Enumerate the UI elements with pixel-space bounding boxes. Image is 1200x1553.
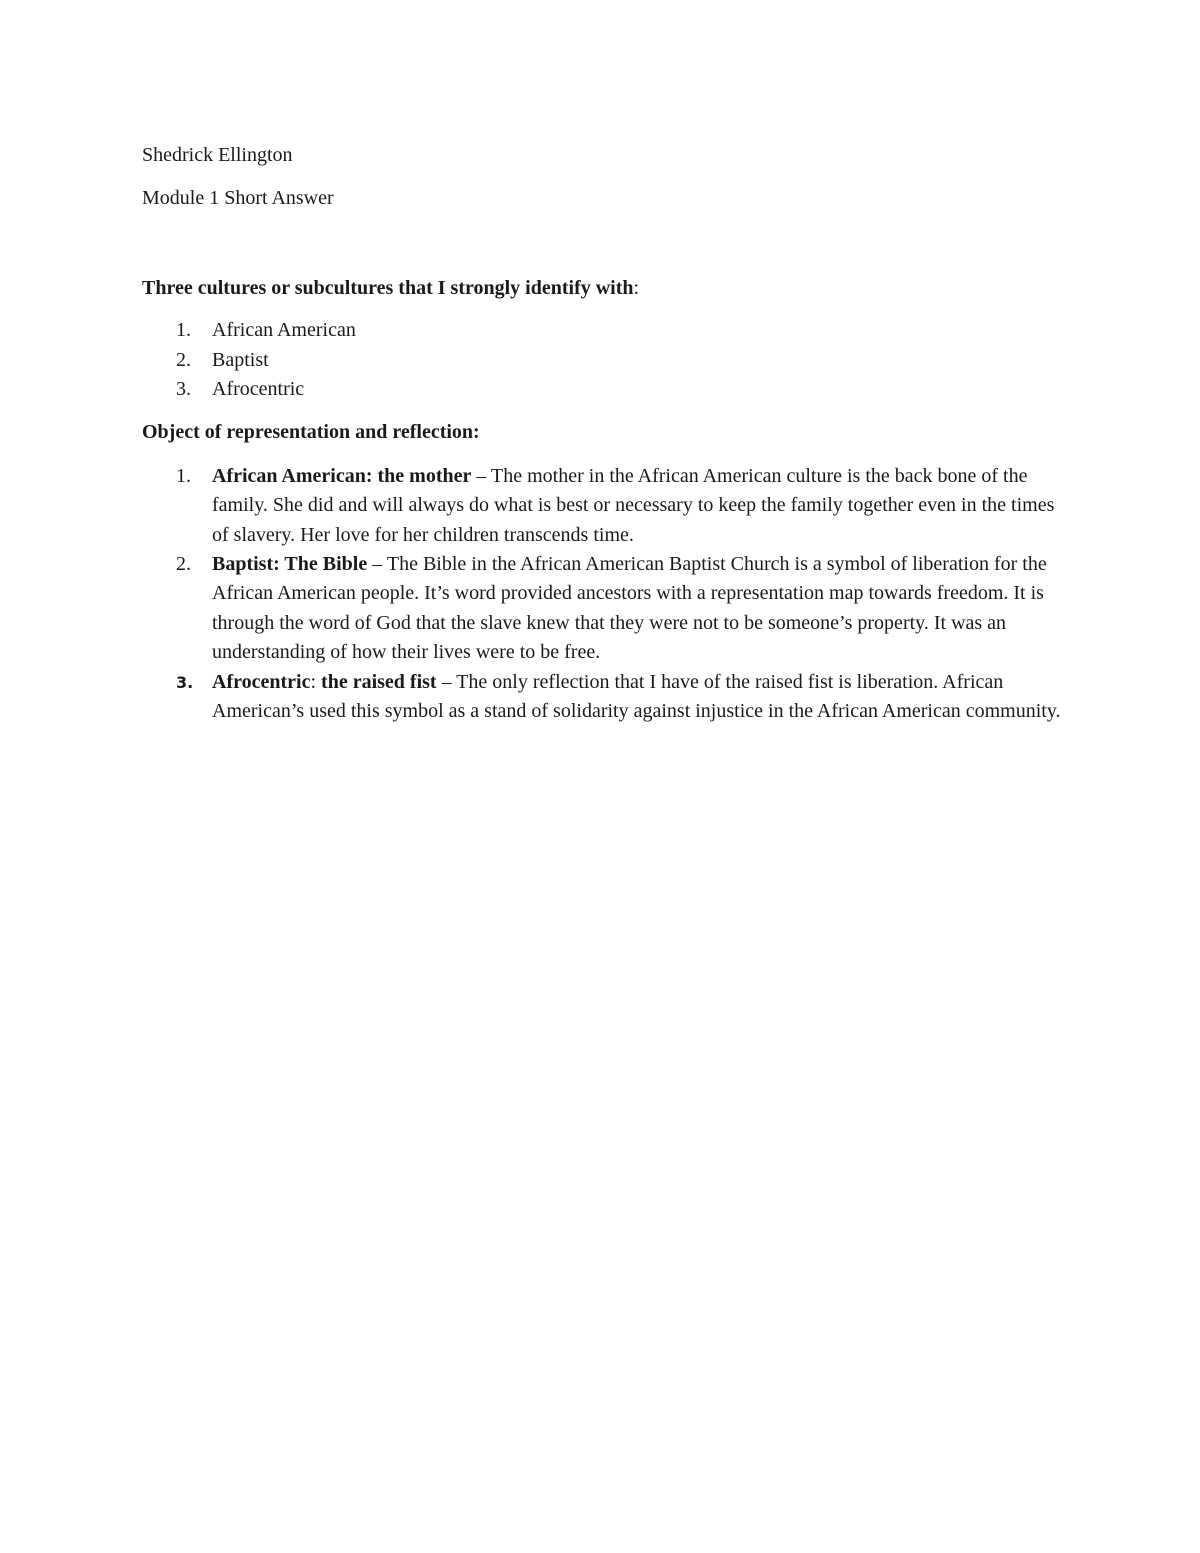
list-item-text: African American bbox=[212, 319, 356, 342]
cultures-heading-colon: : bbox=[633, 276, 640, 299]
cultures-list bbox=[142, 316, 1062, 404]
list-number: 1. bbox=[176, 319, 191, 342]
object-description: – The only reflection that I have of the raised fist is liberation. African American’s used this symbol as a stand of solidarity against injustice in the African American community. bbox=[212, 670, 1061, 723]
list-item-text: Afrocentric bbox=[212, 378, 305, 401]
list-number: 1. bbox=[176, 464, 191, 487]
list-item bbox=[142, 668, 1062, 727]
list-item-text: Baptist bbox=[212, 348, 269, 371]
object-term: African American: the mother bbox=[212, 464, 472, 487]
list-item bbox=[142, 550, 1062, 668]
objects-list bbox=[142, 462, 1062, 727]
list-number: 2. bbox=[176, 348, 191, 371]
object-term: Baptist: The Bible bbox=[212, 553, 368, 576]
object-description: – The Bible in the African American Baptist Church is a symbol of liberation for the African American people. It’s word provided ancestors with a representation map towards freedom. It is through the word of God that the slave knew that they were not to be someone’s property. It was an understanding of how their lives were to be free. bbox=[212, 553, 1047, 664]
object-term-secondary: the raised fist bbox=[321, 670, 437, 693]
cultures-heading-text: Three cultures or subcultures that I strongly identify with bbox=[142, 276, 634, 299]
author-name: Shedrick Ellington bbox=[142, 144, 293, 166]
cultures-heading bbox=[142, 274, 1062, 303]
list-item bbox=[142, 462, 1062, 550]
list-item bbox=[142, 375, 1062, 404]
list-item bbox=[142, 316, 1062, 345]
list-number: 2. bbox=[176, 553, 191, 576]
document-page bbox=[142, 141, 1062, 727]
object-term: Afrocentric bbox=[212, 670, 311, 693]
object-description: – The mother in the African American culture is the back bone of the family. She did and will always do what is best or necessary to keep the family together even in the times of slavery. Her love for her children transcends time. bbox=[212, 464, 1055, 546]
list-number: 3. bbox=[176, 378, 191, 401]
list-item bbox=[142, 346, 1062, 375]
objects-heading: Object of representation and reflection: bbox=[142, 421, 480, 444]
object-term-separator: : bbox=[310, 670, 322, 693]
list-number: 3. bbox=[176, 672, 194, 692]
assignment-title: Module 1 Short Answer bbox=[142, 187, 334, 210]
